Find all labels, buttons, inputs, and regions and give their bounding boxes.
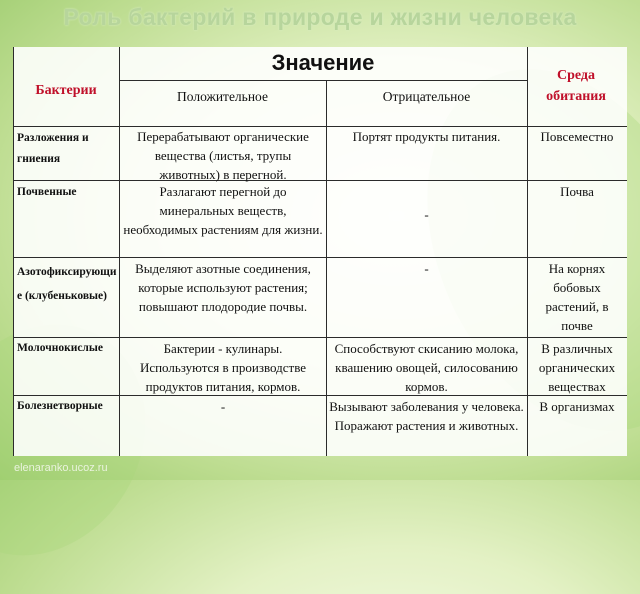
row-name: Азотофиксирующие (клубеньковые): [17, 266, 117, 302]
row-positive: Перерабатывают органические вещества (листья, трупы животных) в перегной.: [137, 129, 309, 182]
row-positive: Выделяют азотные соединения, которые используют растения; повышают плодородие почвы.: [135, 261, 311, 314]
header-bacteria: Бактерии: [35, 83, 97, 98]
row-habitat: Почва: [560, 184, 594, 199]
row-negative: Портят продукты питания.: [352, 129, 501, 144]
header-negative: Отрицательное: [382, 89, 471, 104]
row-habitat: На корнях бобовых растений, в почве: [545, 261, 609, 333]
row-negative: Способствуют скисанию молока, квашению овощей, силосованию кормов.: [334, 341, 519, 394]
row-name: Болезнетворные: [17, 400, 103, 412]
row-name: Разложения и гниения: [17, 132, 89, 165]
page-title: Роль бактерий в природе и жизни человека: [63, 4, 577, 30]
row-habitat: В организмах: [539, 399, 615, 414]
source-footer: elenaranko.ucoz.ru: [14, 462, 108, 474]
row-name: Молочнокислые: [17, 342, 103, 354]
row-habitat: В различных органических веществах: [538, 341, 616, 394]
header-positive: Положительное: [177, 89, 268, 104]
row-habitat: Повсеместно: [540, 129, 614, 144]
header-meaning: Значение: [271, 50, 375, 75]
row-positive: -: [220, 399, 226, 414]
row-positive: Разлагают перегной до минеральных веществ, необходимых растениям для жизни.: [123, 184, 323, 237]
row-positive: Бактерии - кулинары. Используются в производстве продуктов питания, кормов.: [139, 341, 307, 394]
row-negative: Вызывают заболевания у человека. Поражают растения и животных.: [329, 399, 524, 433]
row-negative: -: [424, 261, 429, 276]
row-name: Почвенные: [17, 186, 77, 198]
row-negative: -: [424, 207, 429, 222]
bacteria-table: [13, 47, 627, 456]
header-habitat: Среда обитания: [546, 68, 606, 104]
